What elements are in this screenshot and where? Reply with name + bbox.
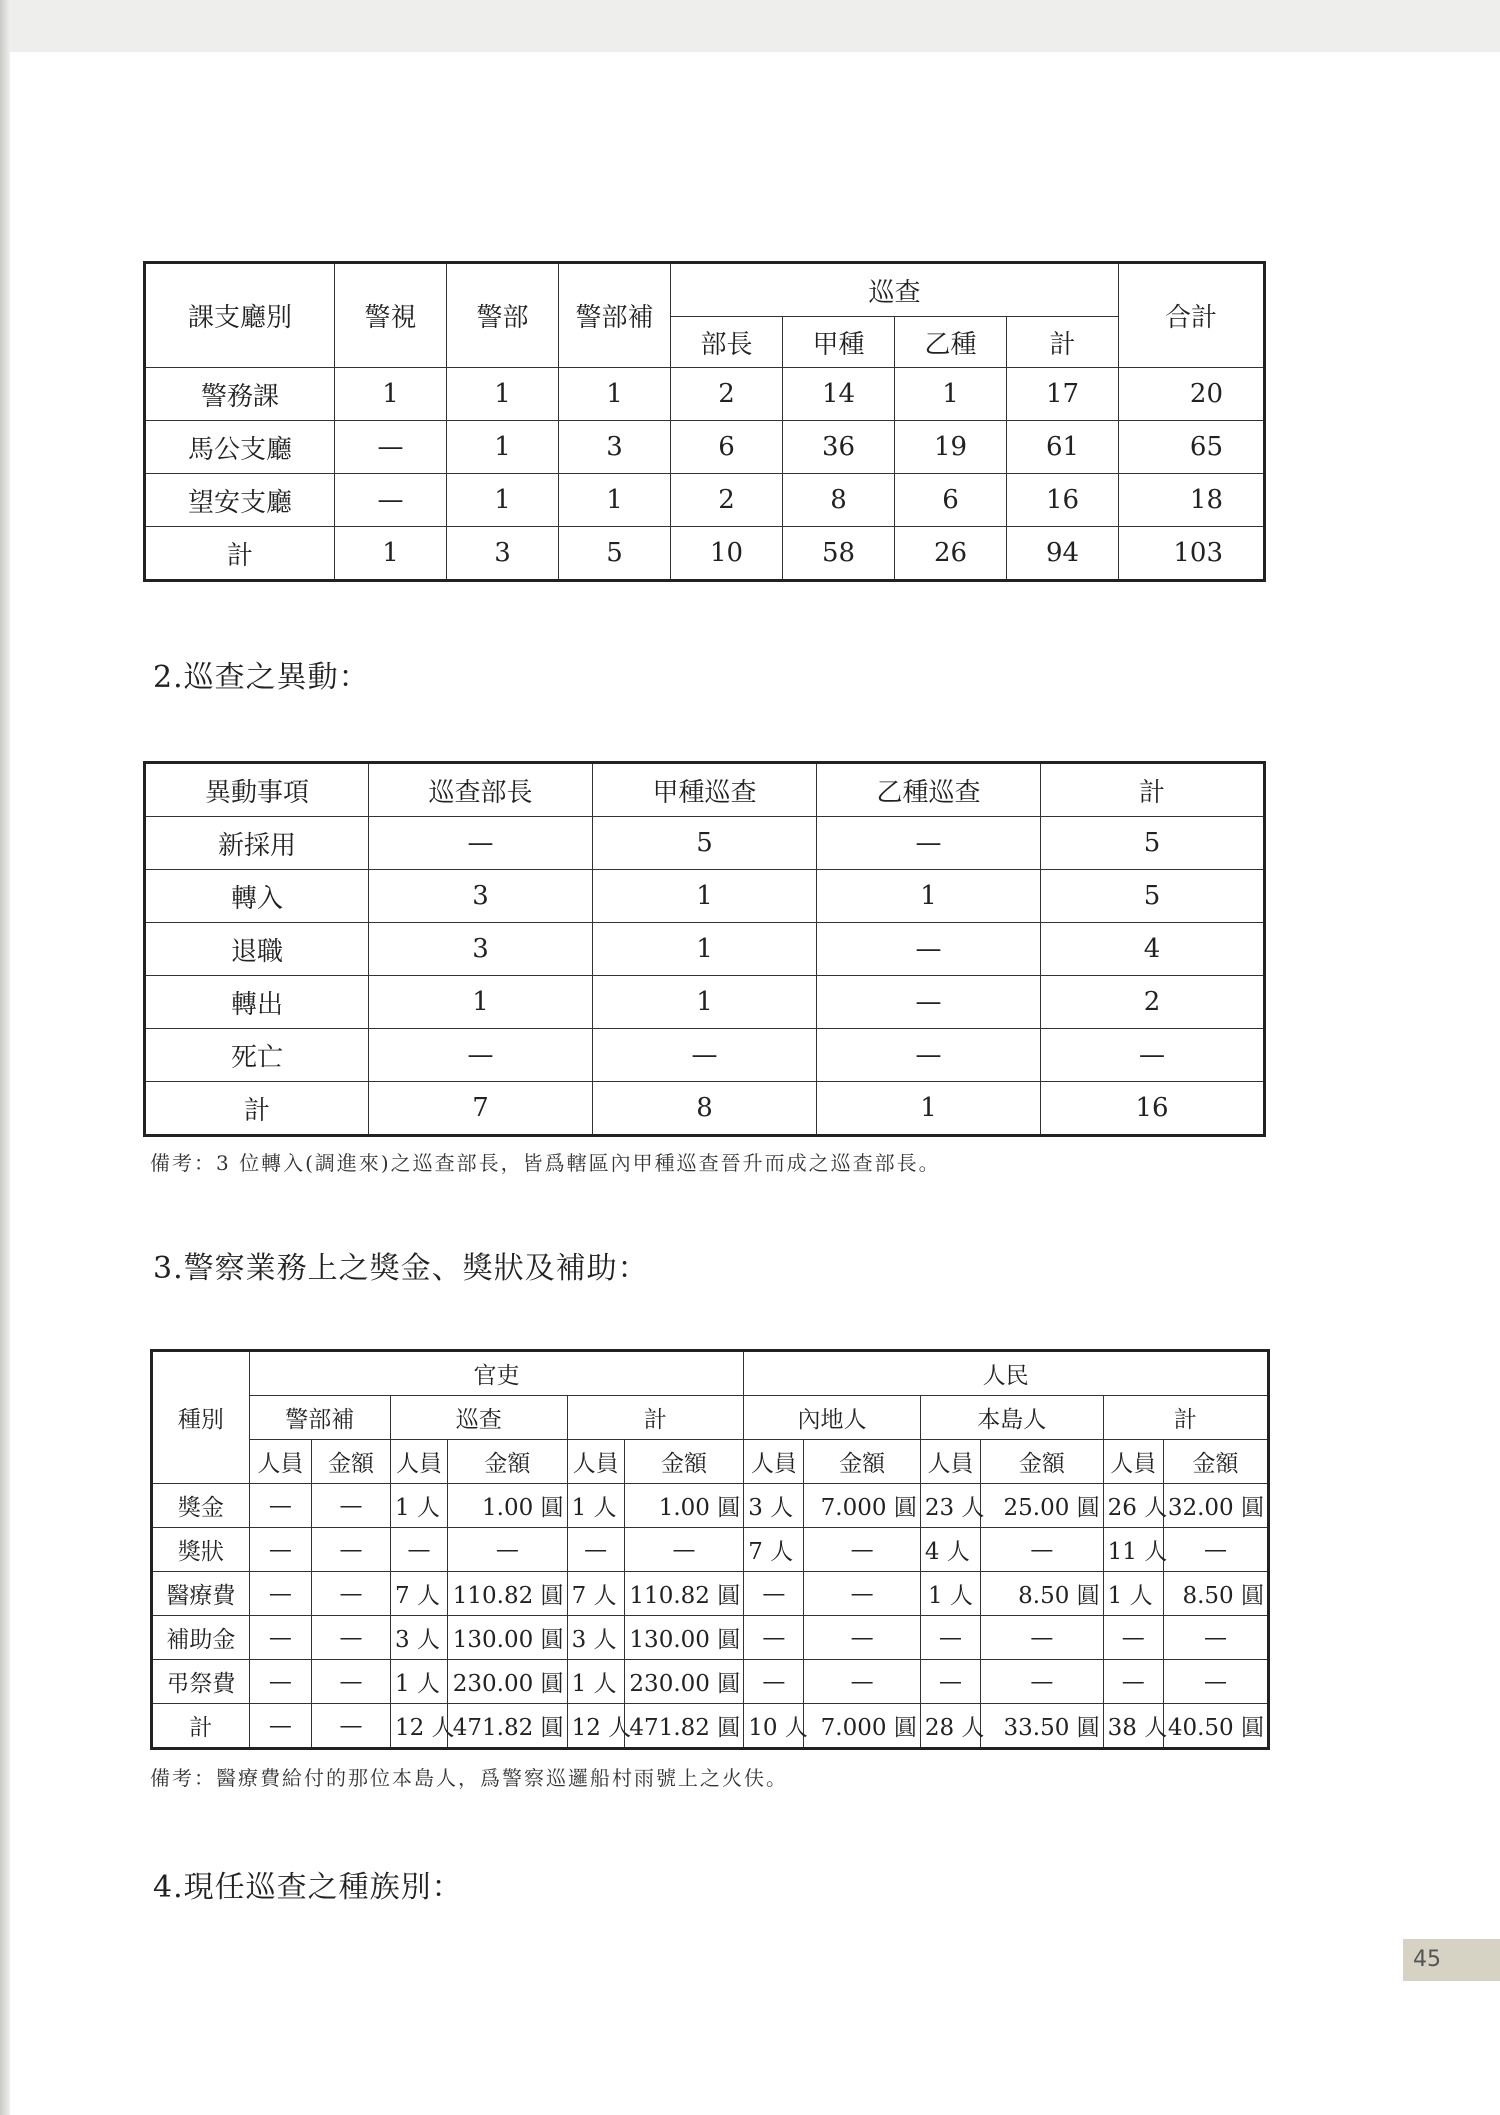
cell: 1 <box>593 870 817 923</box>
cell: 5 <box>1041 817 1265 870</box>
cell: 4 <box>1041 923 1265 976</box>
cell: — <box>369 817 593 870</box>
cell: 6 <box>671 421 783 474</box>
header-item: 異動事項 <box>145 763 369 817</box>
header-dept: 課支廳別 <box>145 263 335 368</box>
cell: — <box>1103 1616 1163 1660</box>
row-label: 死亡 <box>145 1029 369 1082</box>
header-amount: 金額 <box>1163 1440 1268 1484</box>
cell: 130.00 圓 <box>448 1616 567 1660</box>
table-row <box>145 368 1265 421</box>
cell: 33.50 圓 <box>981 1704 1104 1749</box>
cell: — <box>311 1704 390 1749</box>
cell: 1 <box>593 923 817 976</box>
page-binding-edge <box>0 0 10 2115</box>
header-keibuho: 警部補 <box>559 263 671 368</box>
cell: 28 人 <box>920 1704 980 1749</box>
row-label: 轉出 <box>145 976 369 1029</box>
cell: 1.00 圓 <box>448 1484 567 1528</box>
cell: 3 人 <box>744 1484 804 1528</box>
table-row <box>145 527 1265 581</box>
cell: 26 人 <box>1103 1484 1163 1528</box>
page-top-band <box>0 0 1500 52</box>
cell: 1 <box>817 1082 1041 1136</box>
header-sum: 計 <box>1041 763 1265 817</box>
cell: 14 <box>783 368 895 421</box>
cell: — <box>311 1572 390 1616</box>
cell: 8 <box>783 474 895 527</box>
cell: — <box>817 976 1041 1029</box>
cell: 7 <box>369 1082 593 1136</box>
cell: 3 <box>369 870 593 923</box>
row-label: 轉入 <box>145 870 369 923</box>
cell: 1 <box>817 870 1041 923</box>
header-kind: 種別 <box>152 1351 250 1484</box>
cell: — <box>1041 1029 1265 1082</box>
cell: — <box>817 817 1041 870</box>
cell: — <box>593 1029 817 1082</box>
cell: — <box>567 1528 624 1572</box>
cell: 230.00 圓 <box>448 1660 567 1704</box>
cell: — <box>249 1616 311 1660</box>
header-hontoujin: 本島人 <box>920 1396 1103 1440</box>
row-label: 馬公支廳 <box>145 421 335 474</box>
header-junsa-buchou: 部長 <box>671 317 783 368</box>
cell: 1 <box>593 976 817 1029</box>
cell: 7 人 <box>390 1572 447 1616</box>
table-row <box>145 976 1265 1029</box>
header-junsa-kou: 甲種 <box>783 317 895 368</box>
cell: 19 <box>895 421 1007 474</box>
header-person: 人員 <box>744 1440 804 1484</box>
cell-total: 20 <box>1119 368 1265 421</box>
cell: — <box>981 1660 1104 1704</box>
cell: 26 <box>895 527 1007 581</box>
header-naichijin: 內地人 <box>744 1396 921 1440</box>
cell: — <box>920 1616 980 1660</box>
cell: 12 人 <box>390 1704 447 1749</box>
cell: 1 <box>447 368 559 421</box>
cell: — <box>311 1484 390 1528</box>
page-number: 45 <box>1403 1939 1500 1981</box>
table3-note: 備考：醫療費給付的那位本島人，爲警察巡邏船村雨號上之火伕。 <box>150 1766 788 1790</box>
header-official-sum: 計 <box>567 1396 744 1440</box>
cell: 7.000 圓 <box>804 1704 920 1749</box>
cell: — <box>249 1704 311 1749</box>
section-2-heading: 2.巡查之異動： <box>153 660 370 695</box>
cell: — <box>1163 1660 1268 1704</box>
row-label: 新採用 <box>145 817 369 870</box>
cell: 11 人 <box>1103 1528 1163 1572</box>
cell: 110.82 圓 <box>624 1572 744 1616</box>
cell: 1 人 <box>920 1572 980 1616</box>
section-3-heading: 3.警察業務上之獎金、獎狀及補助： <box>153 1251 649 1286</box>
row-label: 補助金 <box>152 1616 250 1660</box>
table-row <box>152 1616 1269 1660</box>
cell: — <box>1163 1616 1268 1660</box>
row-label: 退職 <box>145 923 369 976</box>
cell: 5 <box>1041 870 1265 923</box>
cell: 1 人 <box>1103 1572 1163 1616</box>
cell: 58 <box>783 527 895 581</box>
cell: — <box>311 1528 390 1572</box>
header-junsa-sum: 計 <box>1007 317 1119 368</box>
cell: 1 <box>447 474 559 527</box>
table-row <box>145 870 1265 923</box>
cell: 10 人 <box>744 1704 804 1749</box>
header-amount: 金額 <box>448 1440 567 1484</box>
cell: 32.00 圓 <box>1163 1484 1268 1528</box>
cell: — <box>249 1484 311 1528</box>
table-row <box>145 421 1265 474</box>
cell: — <box>817 1029 1041 1082</box>
table-row <box>145 1082 1265 1136</box>
table-row <box>145 474 1265 527</box>
row-label: 獎狀 <box>152 1528 250 1572</box>
cell: 471.82 圓 <box>624 1704 744 1749</box>
header-keibuho: 警部補 <box>249 1396 390 1440</box>
cell: 471.82 圓 <box>448 1704 567 1749</box>
cell: — <box>249 1572 311 1616</box>
cell: 1 <box>447 421 559 474</box>
header-people-sum: 計 <box>1103 1396 1268 1440</box>
cell: 1 <box>335 368 447 421</box>
row-label: 醫療費 <box>152 1572 250 1616</box>
cell: — <box>981 1528 1104 1572</box>
cell: 94 <box>1007 527 1119 581</box>
cell: 16 <box>1041 1082 1265 1136</box>
cell: 12 人 <box>567 1704 624 1749</box>
cell: 10 <box>671 527 783 581</box>
cell: 1 <box>335 527 447 581</box>
header-person: 人員 <box>567 1440 624 1484</box>
header-amount: 金額 <box>624 1440 744 1484</box>
header-official: 官吏 <box>249 1351 744 1396</box>
cell: 38 人 <box>1103 1704 1163 1749</box>
cell: 23 人 <box>920 1484 980 1528</box>
cell: 3 人 <box>390 1616 447 1660</box>
cell: — <box>1103 1660 1163 1704</box>
cell: 1 人 <box>390 1484 447 1528</box>
cell: 5 <box>559 527 671 581</box>
cell: 61 <box>1007 421 1119 474</box>
cell: 3 <box>369 923 593 976</box>
header-amount: 金額 <box>804 1440 920 1484</box>
cell: — <box>311 1660 390 1704</box>
cell: — <box>311 1616 390 1660</box>
table-row <box>145 923 1265 976</box>
cell: — <box>390 1528 447 1572</box>
rewards-table <box>150 1349 1270 1750</box>
cell: — <box>624 1528 744 1572</box>
cell: 16 <box>1007 474 1119 527</box>
cell: 40.50 圓 <box>1163 1704 1268 1749</box>
cell: — <box>804 1572 920 1616</box>
header-person: 人員 <box>249 1440 311 1484</box>
table-row <box>152 1572 1269 1616</box>
cell-total: 65 <box>1119 421 1265 474</box>
table-row <box>152 1660 1269 1704</box>
cell: 7 人 <box>744 1528 804 1572</box>
cell: — <box>804 1616 920 1660</box>
cell: — <box>249 1660 311 1704</box>
header-junsa: 巡查 <box>390 1396 567 1440</box>
cell: 1 <box>559 474 671 527</box>
row-label: 望安支廳 <box>145 474 335 527</box>
cell: — <box>448 1528 567 1572</box>
cell: 1 <box>559 368 671 421</box>
cell: 1 <box>895 368 1007 421</box>
cell: 110.82 圓 <box>448 1572 567 1616</box>
cell: 5 <box>593 817 817 870</box>
cell: 230.00 圓 <box>624 1660 744 1704</box>
header-junsa-otsu: 乙種 <box>895 317 1007 368</box>
cell: 130.00 圓 <box>624 1616 744 1660</box>
cell: 25.00 圓 <box>981 1484 1104 1528</box>
cell: 36 <box>783 421 895 474</box>
cell: — <box>817 923 1041 976</box>
cell: 1 人 <box>390 1660 447 1704</box>
cell: — <box>335 421 447 474</box>
table2-note: 備考：3 位轉入(調進來)之巡查部長，皆爲轄區內甲種巡查晉升而成之巡查部長。 <box>150 1151 941 1175</box>
cell: — <box>744 1572 804 1616</box>
cell: — <box>1163 1528 1268 1572</box>
row-label: 計 <box>145 527 335 581</box>
cell: 1 <box>369 976 593 1029</box>
header-people: 人民 <box>744 1351 1269 1396</box>
header-person: 人員 <box>390 1440 447 1484</box>
cell: 3 <box>447 527 559 581</box>
cell: 1.00 圓 <box>624 1484 744 1528</box>
cell: — <box>920 1660 980 1704</box>
table-row <box>145 1029 1265 1082</box>
row-label: 計 <box>145 1082 369 1136</box>
section-4-heading: 4.現任巡查之種族別： <box>153 1870 463 1905</box>
cell: — <box>335 474 447 527</box>
cell: 7.000 圓 <box>804 1484 920 1528</box>
table-row <box>152 1704 1269 1749</box>
cell: 7 人 <box>567 1572 624 1616</box>
header-otsu: 乙種巡查 <box>817 763 1041 817</box>
header-person: 人員 <box>920 1440 980 1484</box>
header-amount: 金額 <box>981 1440 1104 1484</box>
header-kou: 甲種巡查 <box>593 763 817 817</box>
cell: 2 <box>1041 976 1265 1029</box>
cell: 8 <box>593 1082 817 1136</box>
cell: 3 <box>559 421 671 474</box>
cell: 4 人 <box>920 1528 980 1572</box>
cell: 1 人 <box>567 1484 624 1528</box>
cell: 6 <box>895 474 1007 527</box>
row-label: 弔祭費 <box>152 1660 250 1704</box>
header-buchou: 巡查部長 <box>369 763 593 817</box>
cell: 17 <box>1007 368 1119 421</box>
table-row <box>145 817 1265 870</box>
header-keibu: 警部 <box>447 263 559 368</box>
row-label: 獎金 <box>152 1484 250 1528</box>
cell: 8.50 圓 <box>981 1572 1104 1616</box>
header-junsa: 巡查 <box>671 263 1119 317</box>
header-amount: 金額 <box>311 1440 390 1484</box>
cell: — <box>804 1660 920 1704</box>
cell-total: 18 <box>1119 474 1265 527</box>
row-label: 警務課 <box>145 368 335 421</box>
cell: 3 人 <box>567 1616 624 1660</box>
cell: 2 <box>671 474 783 527</box>
cell-total: 103 <box>1119 527 1265 581</box>
cell: 8.50 圓 <box>1163 1572 1268 1616</box>
cell: — <box>744 1616 804 1660</box>
cell: — <box>981 1616 1104 1660</box>
cell: — <box>804 1528 920 1572</box>
cell: — <box>249 1528 311 1572</box>
cell: — <box>369 1029 593 1082</box>
junsa-changes-table <box>143 761 1266 1137</box>
cell: 2 <box>671 368 783 421</box>
header-keishi: 警視 <box>335 263 447 368</box>
police-staff-table <box>143 261 1266 582</box>
cell: — <box>744 1660 804 1704</box>
table-row <box>152 1528 1269 1572</box>
row-label: 計 <box>152 1704 250 1749</box>
table-row <box>152 1484 1269 1528</box>
header-person: 人員 <box>1103 1440 1163 1484</box>
header-total: 合計 <box>1119 263 1265 368</box>
cell: 1 人 <box>567 1660 624 1704</box>
